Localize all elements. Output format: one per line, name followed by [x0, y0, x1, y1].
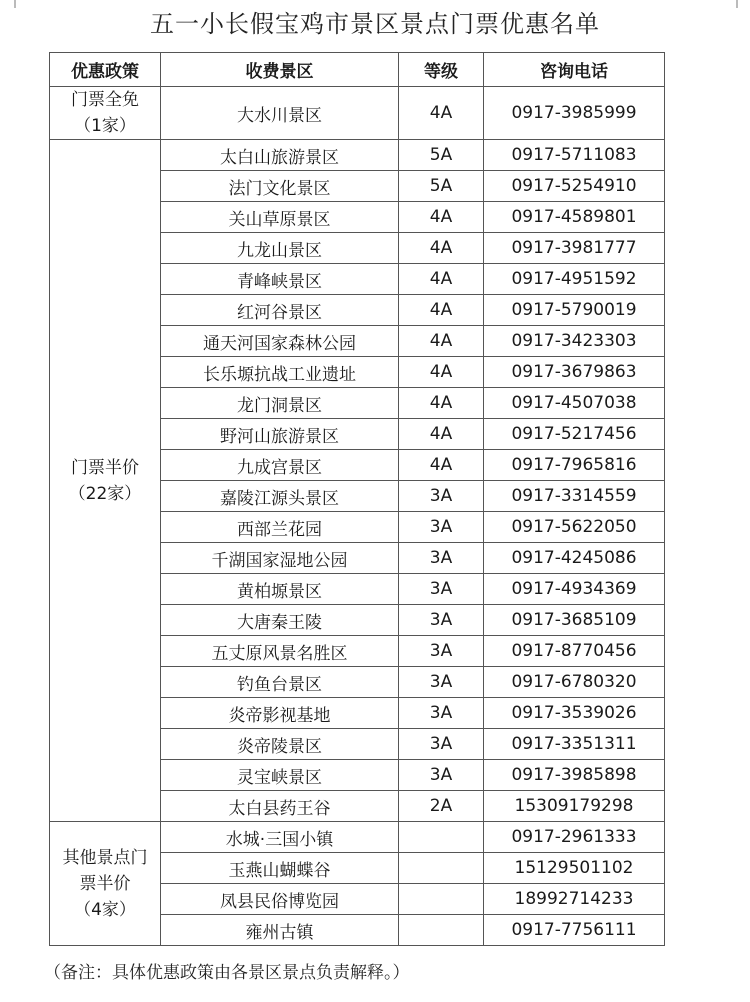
phone-cell: 0917-6780320: [484, 667, 665, 698]
phone-cell: 0917-3981777: [484, 233, 665, 264]
scenic-area-cell: 玉燕山蝴蝶谷: [161, 853, 399, 884]
phone-cell: 0917-3539026: [484, 698, 665, 729]
header-policy: 优惠政策: [50, 53, 161, 87]
phone-cell: 0917-3685109: [484, 605, 665, 636]
phone-cell: 0917-5790019: [484, 295, 665, 326]
grade-cell: 4A: [399, 450, 484, 481]
grade-cell: 3A: [399, 605, 484, 636]
phone-cell: 0917-3679863: [484, 357, 665, 388]
grade-cell: 3A: [399, 481, 484, 512]
policy-text-line: 其他景点门: [62, 847, 148, 868]
phone-cell: 0917-4245086: [484, 543, 665, 574]
policy-text-line: （1家）: [74, 116, 136, 136]
grade-cell: 3A: [399, 667, 484, 698]
scenic-area-cell: 法门文化景区: [161, 171, 399, 202]
phone-cell: 0917-4507038: [484, 388, 665, 419]
grade-cell: 3A: [399, 543, 484, 574]
grade-cell: [399, 884, 484, 915]
scenic-area-cell: 九龙山景区: [161, 233, 399, 264]
scenic-area-cell: 龙门洞景区: [161, 388, 399, 419]
phone-cell: 0917-2961333: [484, 822, 665, 853]
table-row: [50, 140, 665, 171]
grade-cell: [399, 822, 484, 853]
header-scenic-area: 收费景区: [161, 53, 399, 87]
policy-cell: [50, 87, 161, 140]
phone-cell: 0917-4951592: [484, 264, 665, 295]
grade-cell: [399, 915, 484, 946]
scenic-area-cell: 太白山旅游景区: [161, 140, 399, 171]
scenic-area-cell: 西部兰花园: [161, 512, 399, 543]
phone-cell: 0917-5254910: [484, 171, 665, 202]
grade-cell: 4A: [399, 233, 484, 264]
phone-cell: 0917-7965816: [484, 450, 665, 481]
grade-cell: 4A: [399, 295, 484, 326]
scenic-area-cell: 钓鱼台景区: [161, 667, 399, 698]
scenic-area-cell: 大唐秦王陵: [161, 605, 399, 636]
grade-cell: 3A: [399, 698, 484, 729]
scenic-area-cell: 红河谷景区: [161, 295, 399, 326]
phone-cell: 0917-4589801: [484, 202, 665, 233]
grade-cell: 4A: [399, 419, 484, 450]
scenic-area-cell: 野河山旅游景区: [161, 419, 399, 450]
phone-cell: 0917-3985999: [484, 87, 665, 140]
table-header-row: [50, 53, 665, 87]
phone-cell: 0917-5711083: [484, 140, 665, 171]
table-row: [50, 822, 665, 853]
scenic-area-cell: 大水川景区: [161, 87, 399, 140]
grade-cell: 2A: [399, 791, 484, 822]
scenic-area-cell: 五丈原风景名胜区: [161, 636, 399, 667]
phone-cell: 15309179298: [484, 791, 665, 822]
scenic-area-cell: 青峰峡景区: [161, 264, 399, 295]
policy-text-line: （22家）: [68, 483, 142, 504]
scenic-area-cell: 太白县药王谷: [161, 791, 399, 822]
grade-cell: [399, 853, 484, 884]
scenic-area-cell: 九成宫景区: [161, 450, 399, 481]
phone-cell: 0917-7756111: [484, 915, 665, 946]
table-row: [50, 87, 665, 140]
grade-cell: 3A: [399, 574, 484, 605]
grade-cell: 4A: [399, 264, 484, 295]
scenic-area-cell: 长乐塬抗战工业遗址: [161, 357, 399, 388]
policy-cell: [50, 822, 161, 946]
policy-text-line: 门票半价: [71, 457, 139, 478]
scenic-area-cell: 嘉陵江源头景区: [161, 481, 399, 512]
grade-cell: 4A: [399, 326, 484, 357]
grade-cell: 4A: [399, 87, 484, 140]
footnote: （备注：具体优惠政策由各景区景点负责解释。）: [44, 963, 410, 983]
grade-cell: 3A: [399, 636, 484, 667]
phone-cell: 0917-3423303: [484, 326, 665, 357]
header-phone: 咨询电话: [484, 53, 665, 87]
phone-cell: 15129501102: [484, 853, 665, 884]
policy-text-line: 票半价: [79, 873, 131, 894]
scenic-area-cell: 黄柏塬景区: [161, 574, 399, 605]
phone-cell: 0917-3314559: [484, 481, 665, 512]
phone-cell: 0917-5217456: [484, 419, 665, 450]
grade-cell: 5A: [399, 171, 484, 202]
policy-cell: [50, 140, 161, 822]
grade-cell: 4A: [399, 388, 484, 419]
scenic-area-cell: 炎帝陵景区: [161, 729, 399, 760]
scenic-area-cell: 千湖国家湿地公园: [161, 543, 399, 574]
grade-cell: 3A: [399, 512, 484, 543]
phone-cell: 0917-4934369: [484, 574, 665, 605]
grade-cell: 3A: [399, 760, 484, 791]
grade-cell: 3A: [399, 729, 484, 760]
phone-cell: 18992714233: [484, 884, 665, 915]
scenic-area-cell: 通天河国家森林公园: [161, 326, 399, 357]
grade-cell: 4A: [399, 202, 484, 233]
header-grade: 等级: [399, 53, 484, 87]
scenic-area-cell: 水城·三国小镇: [161, 822, 399, 853]
grade-cell: 5A: [399, 140, 484, 171]
scenic-area-cell: 关山草原景区: [161, 202, 399, 233]
discount-table: [49, 52, 665, 946]
phone-cell: 0917-3351311: [484, 729, 665, 760]
scenic-area-cell: 炎帝影视基地: [161, 698, 399, 729]
scenic-area-cell: 凤县民俗博览园: [161, 884, 399, 915]
scenic-area-cell: 雍州古镇: [161, 915, 399, 946]
phone-cell: 0917-3985898: [484, 760, 665, 791]
policy-text-line: （4家）: [74, 899, 136, 920]
page-title: 五一小长假宝鸡市景区景点门票优惠名单: [150, 10, 600, 38]
phone-cell: 0917-8770456: [484, 636, 665, 667]
phone-cell: 0917-5622050: [484, 512, 665, 543]
scenic-area-cell: 灵宝峡景区: [161, 760, 399, 791]
policy-text-line: 门票全免: [71, 90, 139, 110]
grade-cell: 4A: [399, 357, 484, 388]
